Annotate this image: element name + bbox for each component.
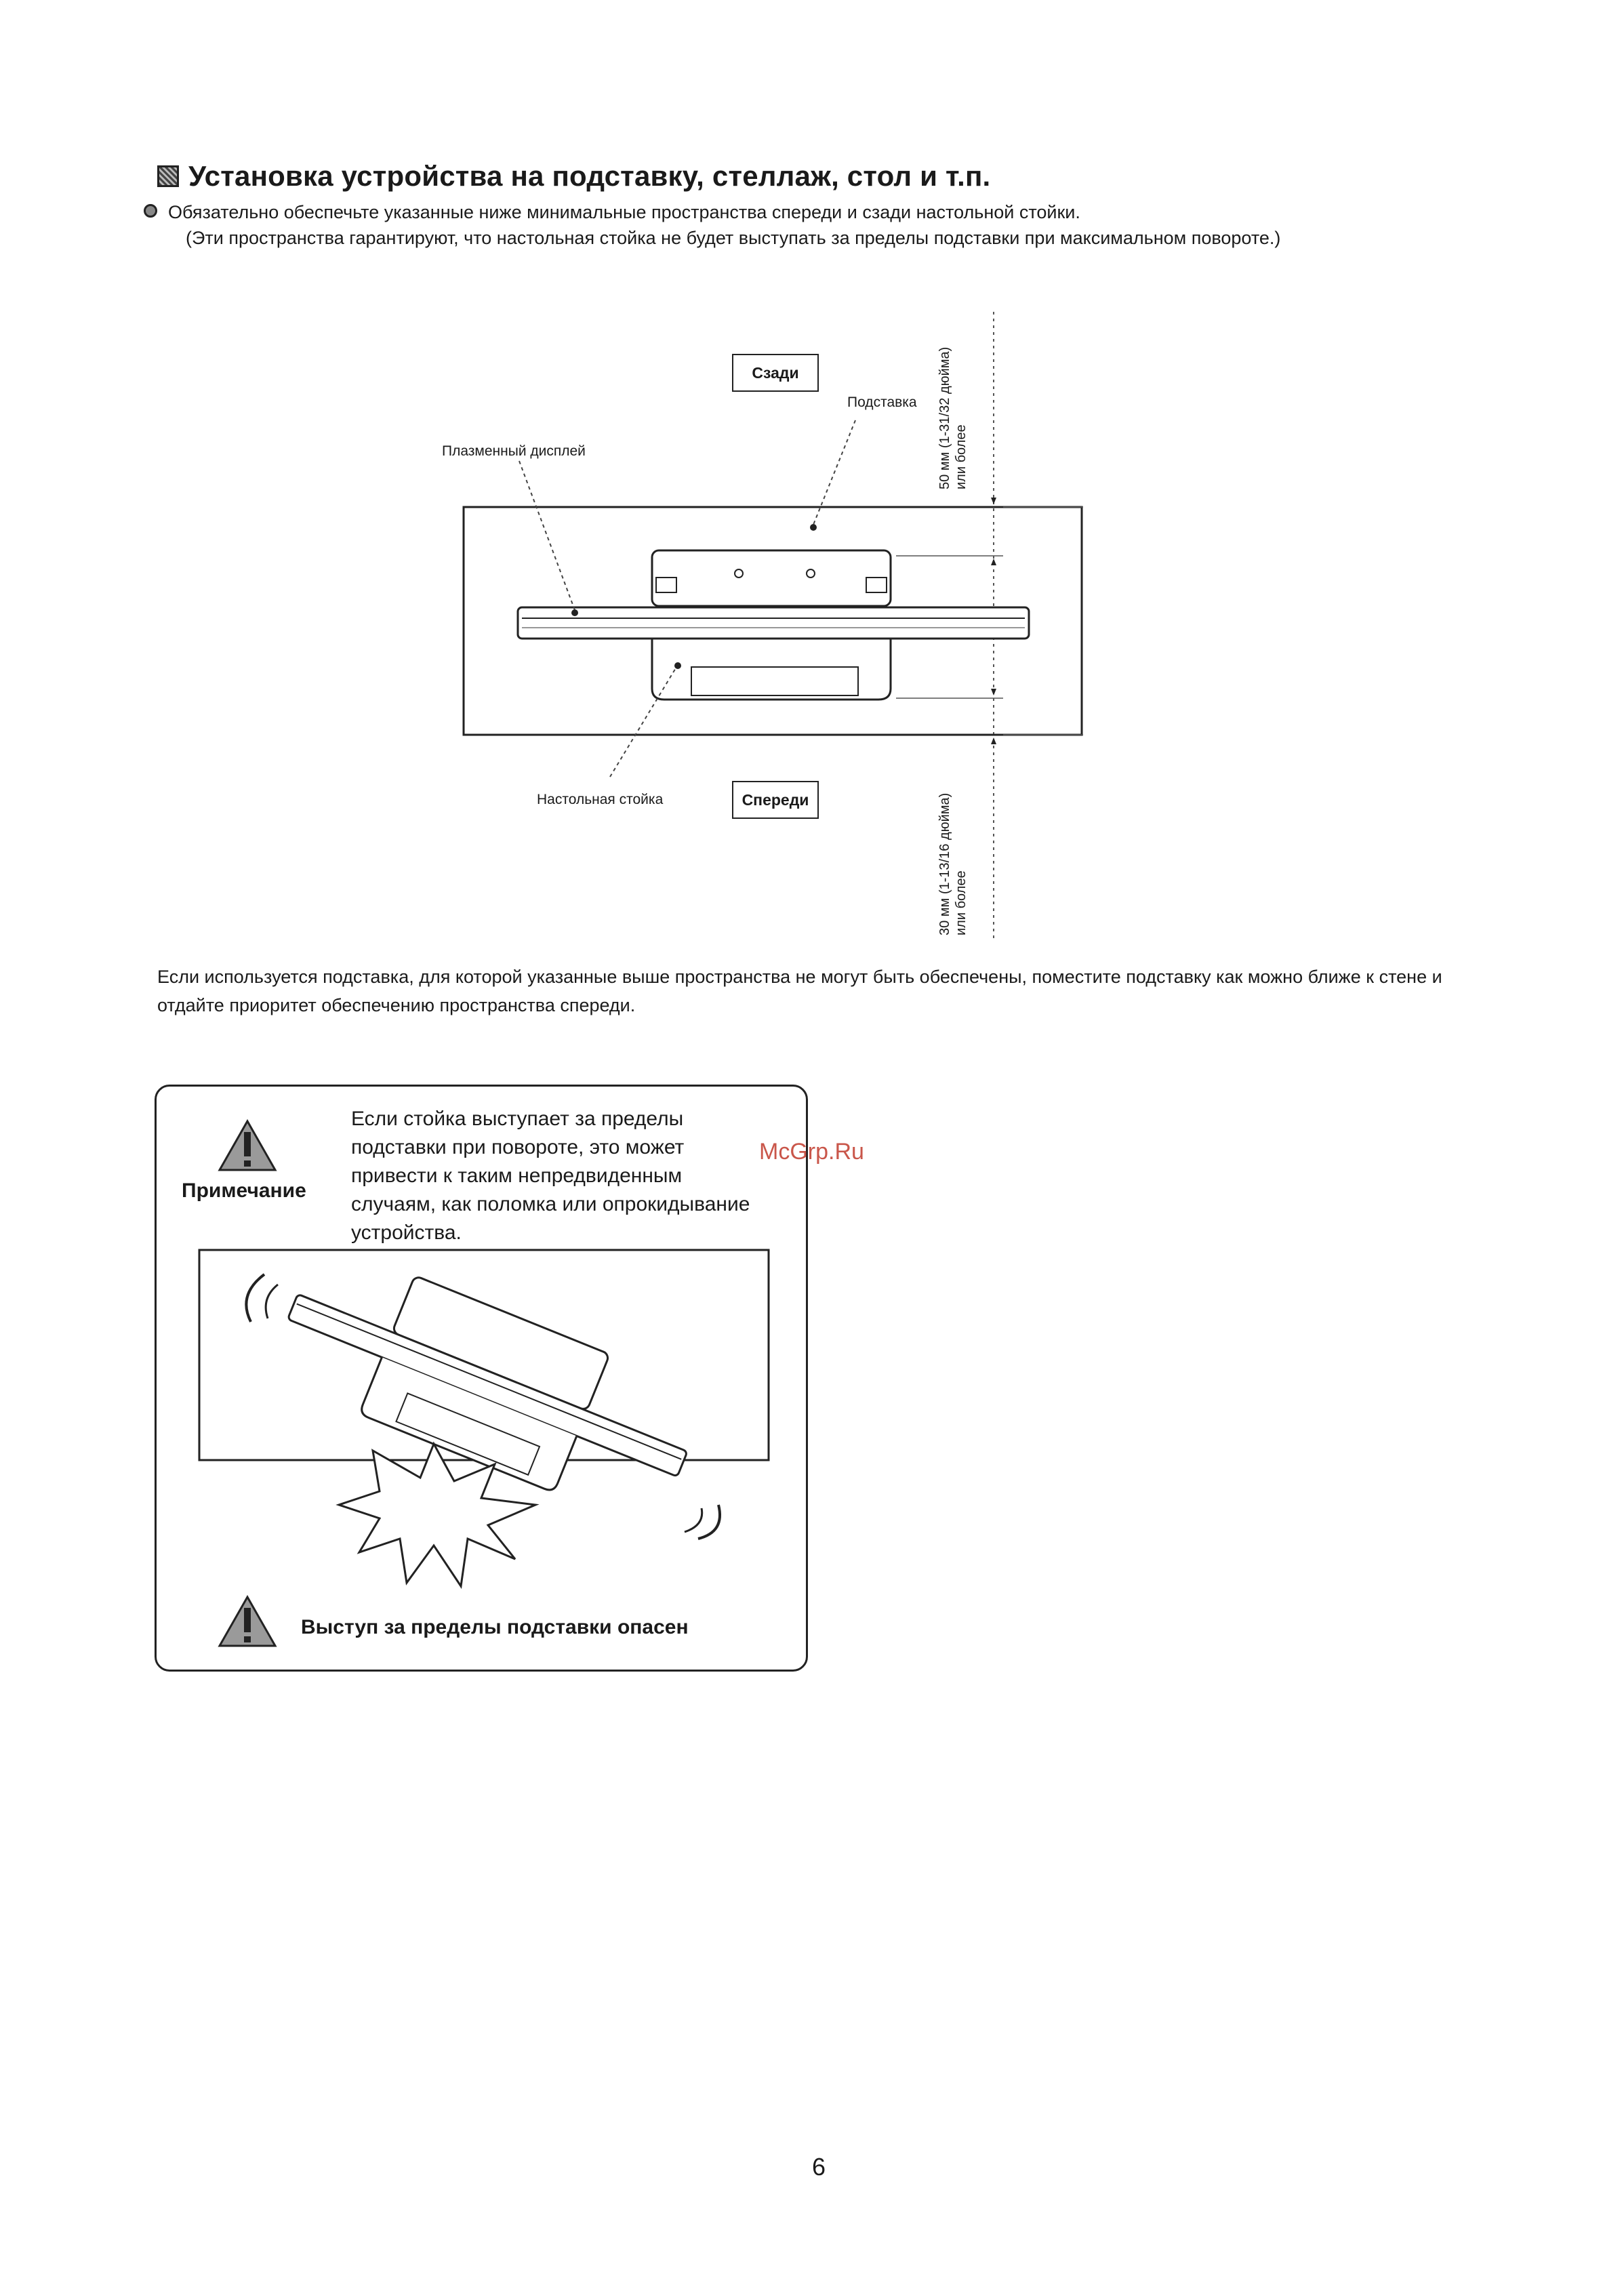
front-clearance-1: 30 мм (1-13/16 дюйма) xyxy=(937,792,952,935)
stand-label: Подставка xyxy=(847,395,917,410)
front-clearance-2: или более xyxy=(954,870,969,935)
priority-paragraph: Если используется подставка, для которой указанные выше пространства не могут быть обеспечены, поместите подставку как можно ближе к стене и отдайте приоритет обеспечению пространства спереди. xyxy=(157,967,1442,1015)
plasma-display-shape xyxy=(518,607,1029,639)
front-label: Спереди xyxy=(732,781,819,819)
watermark: McGrp.Ru xyxy=(759,1139,864,1165)
rear-clearance xyxy=(937,347,969,489)
rear-clearance-1: 50 мм (1-31/32 дюйма) xyxy=(937,346,952,489)
pedestal-label: Настольная стойка xyxy=(537,792,664,807)
rear-clearance-2: или более xyxy=(954,424,969,489)
note-text: Если стойка выступает за пределы подставки при повороте, это может привести к таким непредвиденным случаям, как поломка или опрокидывание устройства. xyxy=(351,1108,750,1244)
pedestal-back xyxy=(652,550,891,606)
bullet-text: Обязательно обеспечьте указанные ниже минимальные пространства спереди и сзади настольной стойки. xyxy=(168,202,1080,222)
pedestal-front xyxy=(652,639,891,700)
page-number: 6 xyxy=(812,2153,826,2181)
warning-triangle-icon xyxy=(217,1118,278,1173)
danger-illustration xyxy=(197,1247,773,1607)
display-label: Плазменный дисплей xyxy=(442,443,586,459)
bullet-note: (Эти пространства гарантируют, что настольная стойка не будет выступать за пределы подставки при максимальном повороте.) xyxy=(186,228,1281,248)
rear-label: Сзади xyxy=(732,354,819,392)
note-label: Примечание xyxy=(182,1179,306,1202)
front-clearance xyxy=(937,793,969,935)
warning-triangle-icon xyxy=(217,1594,278,1649)
danger-warning-text: Выступ за пределы подставки опасен xyxy=(301,1616,689,1638)
section-title-text: Установка устройства на подставку, стеллаж, стол и т.п. xyxy=(188,160,991,192)
